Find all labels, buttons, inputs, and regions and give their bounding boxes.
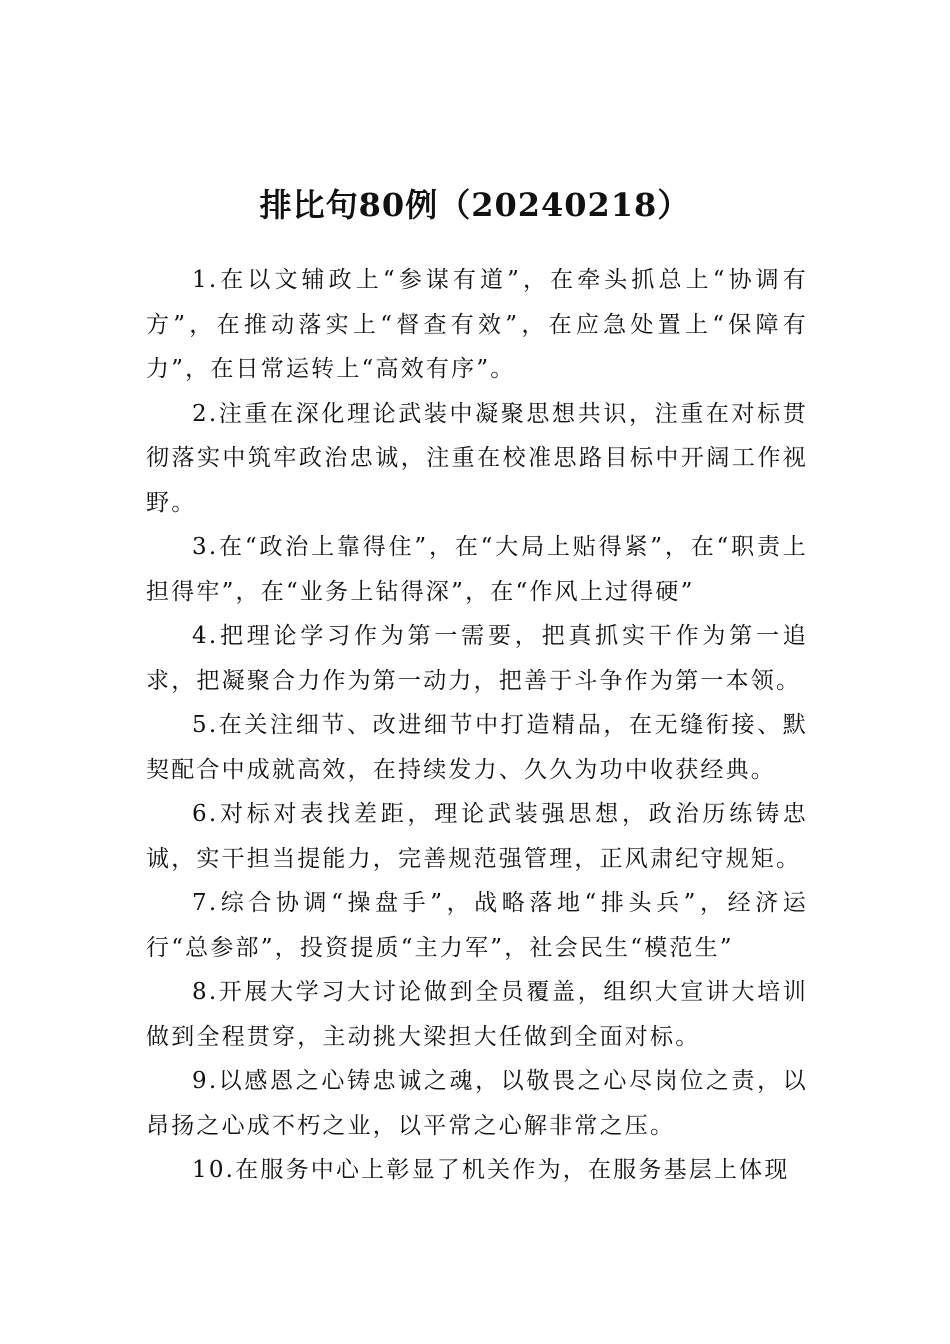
paragraph-10: 10.在服务中心上彰显了机关作为，在服务基层上体现 [192,1157,790,1183]
paragraph-2: 2.注重在深化理论武装中凝聚思想共识，注重在对标贯彻落实中筑牢政治忠诚，注重在校准思路目标中开阔工作视野。 [146,400,808,516]
paragraph-8: 8.开展大学习大讨论做到全员覆盖，组织大宣讲大培训做到全程贯穿，主动挑大梁担大任做到全面对标。 [146,979,808,1050]
paragraph-4: 4.把理论学习作为第一需要，把真抓实干作为第一追求，把凝聚合力作为第一动力，把善于斗争作为第一本领。 [146,623,808,694]
document-body [146,258,808,1193]
paragraph-3: 3.在“政治上靠得住”，在“大局上贴得紧”，在“职责上担得牢”，在“业务上钻得深”，在“作风上过得硬” [146,534,808,605]
paragraph-1: 1.在以文辅政上“参谋有道”，在牵头抓总上“协调有方”，在推动落实上“督查有效”，在应急处置上“保障有力”，在日常运转上“高效有序”。 [146,267,808,382]
document-title: 排比句80例（20240218） [259,186,691,225]
paragraph-5: 5.在关注细节、改进细节中打造精品，在无缝衔接、默契配合中成就高效，在持续发力、久久为功中收获经典。 [146,712,808,783]
paragraph-9: 9.以感恩之心铸忠诚之魂，以敬畏之心尽岗位之责，以昂扬之心成不朽之业，以平常之心解非常之压。 [146,1068,808,1139]
paragraph-7: 7.综合协调“操盘手”，战略落地“排头兵”，经济运行“总参部”，投资提质“主力军”，社会民生“模范生” [146,890,808,961]
paragraph-6: 6.对标对表找差距，理论武装强思想，政治历练铸忠诚，实干担当提能力，完善规范强管理，正风肃纪守规矩。 [146,801,808,872]
